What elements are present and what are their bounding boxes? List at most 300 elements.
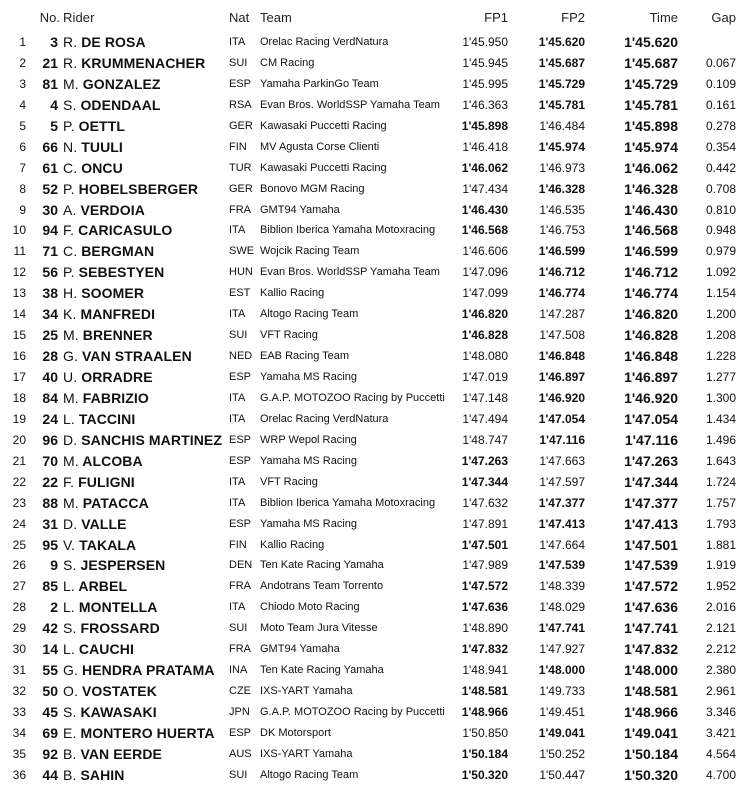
fp2-time-cell: 1'50.447 — [539, 767, 585, 782]
fp1-time-cell: 1'47.989 — [462, 558, 508, 573]
rider-name-cell — [63, 451, 143, 472]
best-time-cell: 1'46.568 — [624, 222, 678, 239]
nationality-cell: SWE — [229, 245, 255, 258]
fp1-time-cell: 1'47.501 — [461, 537, 508, 552]
position-cell: 21 — [12, 453, 26, 468]
rider-surname: KRUMMENACHER — [81, 54, 206, 71]
rider-name-cell — [63, 639, 134, 660]
position-cell: 10 — [12, 223, 26, 238]
rider-initial: A. — [63, 201, 77, 218]
rider-name-cell — [63, 74, 161, 95]
fp2-time-cell: 1'47.927 — [539, 642, 585, 657]
fp1-time-cell: 1'48.080 — [462, 349, 508, 364]
gap-cell: 0.109 — [705, 76, 736, 91]
nationality-cell: ITA — [229, 308, 246, 321]
rider-name-cell — [63, 576, 127, 597]
rider-surname: VALLE — [81, 515, 127, 532]
position-cell: 7 — [19, 160, 26, 175]
position-cell: 2 — [19, 55, 26, 70]
best-time-cell: 1'47.344 — [624, 473, 678, 490]
header-time: Time — [649, 10, 678, 25]
table-row — [0, 409, 745, 430]
team-cell: G.A.P. MOTOZOO Racing by Puccetti — [260, 706, 445, 718]
best-time-cell: 1'47.572 — [624, 578, 678, 595]
rider-name-cell — [63, 555, 165, 576]
position-cell: 32 — [12, 684, 26, 699]
fp1-time-cell: 1'47.096 — [462, 265, 508, 280]
team-cell: EAB Racing Team — [260, 350, 350, 363]
rider-number-cell: 9 — [50, 557, 58, 574]
position-cell: 33 — [12, 705, 26, 719]
rider-surname: TUULI — [81, 138, 123, 155]
team-cell: GMT94 Yamaha — [260, 203, 340, 216]
table-row — [0, 493, 745, 514]
fp2-time-cell: 1'45.781 — [538, 97, 585, 112]
rider-number-cell: 42 — [42, 620, 58, 637]
header-no: No. — [39, 10, 60, 25]
team-cell: Biblion Iberica Yamaha Motoxracing — [260, 224, 436, 237]
rider-initial: P. — [63, 180, 75, 197]
fp2-time-cell: 1'45.729 — [538, 76, 585, 91]
best-time-cell: 1'46.848 — [624, 348, 678, 365]
fp1-time-cell: 1'47.019 — [462, 370, 508, 384]
rider-surname: VOSTATEK — [81, 683, 157, 700]
fp1-time-cell: 1'48.747 — [462, 432, 508, 447]
best-time-cell: 1'45.687 — [624, 54, 678, 71]
rider-initial: P. — [63, 117, 75, 134]
rider-name-cell — [63, 535, 136, 556]
table-row — [0, 723, 745, 744]
rider-name-cell — [63, 765, 125, 786]
rider-name-cell — [63, 618, 160, 639]
fp1-time-cell: 1'46.418 — [462, 139, 508, 154]
nationality-cell: NED — [229, 350, 253, 363]
best-time-cell: 1'46.820 — [624, 306, 678, 323]
fp2-time-cell: 1'45.620 — [538, 35, 585, 49]
fp2-time-cell: 1'45.974 — [538, 139, 585, 154]
team-cell: CM Racing — [260, 56, 315, 69]
fp2-time-cell: 1'47.663 — [539, 453, 585, 468]
position-cell: 23 — [12, 495, 26, 510]
table-row — [0, 304, 745, 325]
position-cell: 13 — [12, 286, 26, 301]
rider-name-cell — [63, 514, 127, 535]
position-cell: 24 — [12, 516, 26, 531]
team-cell: Biblion Iberica Yamaha Motoxracing — [260, 496, 436, 509]
team-cell: Bonovo MGM Racing — [260, 182, 365, 195]
team-cell: Evan Bros. WorldSSP Yamaha Team — [260, 266, 440, 279]
fp1-time-cell: 1'47.832 — [461, 642, 508, 657]
gap-cell: 4.564 — [705, 746, 736, 761]
team-cell: VFT Racing — [260, 475, 318, 488]
rider-number-cell: 69 — [42, 724, 58, 741]
table-row — [0, 241, 745, 262]
team-cell: Ten Kate Racing Yamaha — [260, 559, 384, 572]
rider-number-cell: 34 — [42, 306, 58, 323]
gap-cell: 0.067 — [705, 55, 736, 70]
team-cell: Kawasaki Puccetti Racing — [260, 119, 387, 132]
table-row — [0, 367, 745, 388]
team-cell: Moto Team Jura Vitesse — [260, 622, 378, 635]
rider-surname: MANFREDI — [80, 306, 156, 323]
fp2-time-cell: 1'47.508 — [539, 328, 585, 343]
rider-surname: ARBEL — [78, 578, 128, 595]
rider-number-cell: 38 — [42, 285, 58, 302]
table-row — [0, 702, 745, 723]
fp2-time-cell: 1'46.848 — [538, 349, 585, 364]
fp1-time-cell: 1'47.572 — [461, 579, 508, 594]
gap-cell: 4.700 — [705, 767, 736, 782]
best-time-cell: 1'47.636 — [624, 599, 678, 616]
fp1-time-cell: 1'45.898 — [461, 118, 508, 133]
rider-name-cell — [63, 702, 157, 723]
fp1-time-cell: 1'48.941 — [462, 663, 508, 678]
table-header — [0, 0, 745, 32]
best-time-cell: 1'48.581 — [624, 683, 678, 700]
rider-initial: U. — [63, 369, 78, 385]
nationality-cell: EST — [229, 287, 251, 300]
best-time-cell: 1'47.741 — [624, 620, 678, 637]
rider-initial: G. — [63, 348, 78, 365]
rider-number-cell: 71 — [42, 243, 58, 260]
fp1-time-cell: 1'47.344 — [461, 474, 508, 489]
header-gap: Gap — [711, 10, 736, 25]
fp2-time-cell: 1'46.774 — [538, 286, 585, 301]
fp2-time-cell: 1'47.116 — [539, 432, 585, 447]
position-cell: 28 — [12, 600, 26, 615]
best-time-cell: 1'46.062 — [624, 159, 678, 176]
rider-number-cell: 56 — [42, 264, 58, 281]
rider-number-cell: 45 — [42, 704, 58, 720]
rider-number-cell: 3 — [50, 34, 58, 50]
rider-surname: OETTL — [78, 117, 126, 134]
gap-cell: 1.154 — [705, 286, 736, 301]
rider-number-cell: 2 — [50, 599, 58, 616]
rider-initial: B. — [63, 766, 77, 783]
rider-number-cell: 5 — [50, 117, 58, 134]
fp1-time-cell: 1'46.606 — [462, 244, 508, 259]
position-cell: 35 — [12, 746, 26, 761]
rider-surname: MONTELLA — [78, 599, 158, 616]
team-cell: WRP Wepol Racing — [260, 433, 357, 446]
rider-surname: SANCHIS MARTINEZ — [81, 431, 223, 448]
fp2-time-cell: 1'46.753 — [539, 223, 585, 238]
table-row — [0, 179, 745, 200]
nationality-cell: ESP — [229, 77, 252, 90]
rider-name-cell — [63, 241, 154, 262]
rider-surname: VAN STRAALEN — [81, 348, 192, 365]
fp1-time-cell: 1'47.148 — [462, 390, 508, 405]
best-time-cell: 1'46.920 — [624, 389, 678, 406]
fp2-time-cell: 1'48.000 — [538, 663, 585, 678]
header-nat: Nat — [229, 10, 250, 25]
rider-surname: FABRIZIO — [82, 389, 149, 406]
best-time-cell: 1'46.712 — [624, 264, 678, 281]
rider-initial: D. — [63, 431, 78, 448]
rider-name-cell — [63, 325, 153, 346]
table-row — [0, 681, 745, 702]
nationality-cell: ESP — [229, 371, 252, 383]
team-cell: G.A.P. MOTOZOO Racing by Puccetti — [260, 391, 445, 404]
nationality-cell: FIN — [229, 140, 247, 153]
rider-surname: CARICASULO — [78, 222, 173, 239]
gap-cell: 1.208 — [705, 328, 736, 343]
gap-cell: 1.092 — [705, 265, 736, 280]
table-row — [0, 116, 745, 137]
gap-cell: 2.961 — [705, 684, 736, 699]
rider-initial: B. — [63, 745, 77, 762]
fp1-time-cell: 1'48.581 — [461, 684, 508, 699]
table-row — [0, 262, 745, 283]
rider-surname: HENDRA PRATAMA — [81, 662, 215, 679]
best-time-cell: 1'46.599 — [624, 243, 678, 260]
rider-surname: KAWASAKI — [80, 704, 157, 720]
nationality-cell: GER — [229, 182, 253, 195]
rider-surname: TACCINI — [78, 410, 136, 427]
fp2-time-cell: 1'46.599 — [538, 244, 585, 259]
rider-surname: FULIGNI — [78, 473, 135, 490]
fp1-time-cell: 1'47.494 — [462, 411, 508, 426]
best-time-cell: 1'50.184 — [624, 745, 678, 762]
position-cell: 6 — [19, 139, 26, 154]
rider-number-cell: 28 — [42, 348, 58, 365]
position-cell: 29 — [12, 621, 26, 636]
nationality-cell: TUR — [229, 161, 252, 174]
rider-initial: V. — [63, 536, 76, 553]
best-time-cell: 1'46.328 — [624, 180, 678, 197]
rider-name-cell — [63, 597, 157, 618]
nationality-cell: FIN — [229, 538, 247, 551]
rider-surname: TAKALA — [79, 536, 137, 553]
nationality-cell: FRA — [229, 580, 251, 593]
fp1-time-cell: 1'47.891 — [462, 516, 508, 531]
gap-cell: 0.979 — [705, 244, 736, 259]
rider-number-cell: 61 — [42, 159, 58, 176]
team-cell: IXS-YART Yamaha — [260, 747, 353, 760]
rider-number-cell: 84 — [42, 389, 58, 406]
nationality-cell: HUN — [229, 266, 253, 279]
best-time-cell: 1'47.377 — [624, 494, 678, 511]
team-cell: MV Agusta Corse Clienti — [260, 140, 380, 153]
nationality-cell: ITA — [229, 496, 246, 509]
nationality-cell: SUI — [229, 622, 248, 635]
gap-cell: 0.708 — [705, 181, 736, 196]
table-row — [0, 597, 745, 618]
rider-initial: R. — [63, 34, 78, 50]
position-cell: 9 — [19, 202, 26, 217]
table-row — [0, 555, 745, 576]
team-cell: Chiodo Moto Racing — [260, 601, 360, 614]
team-cell: Yamaha MS Racing — [260, 517, 358, 530]
gap-cell: 1.757 — [705, 495, 736, 510]
gap-cell: 1.200 — [705, 307, 736, 322]
team-cell: Altogo Racing Team — [260, 768, 359, 781]
team-cell: Yamaha ParkinGo Team — [260, 77, 379, 90]
position-cell: 15 — [12, 328, 26, 343]
table-row — [0, 451, 745, 472]
rider-initial: S. — [63, 96, 77, 113]
best-time-cell: 1'45.898 — [624, 117, 678, 134]
fp2-time-cell: 1'48.339 — [539, 579, 585, 594]
rider-number-cell: 88 — [42, 494, 58, 511]
rider-name-cell — [63, 430, 222, 451]
table-row — [0, 137, 745, 158]
team-cell: Yamaha MS Racing — [260, 371, 358, 383]
team-cell: Orelac Racing VerdNatura — [260, 412, 389, 425]
fp2-time-cell: 1'47.597 — [539, 474, 585, 489]
rider-initial: L. — [63, 578, 75, 595]
team-cell: DK Motorsport — [260, 726, 331, 739]
fp2-time-cell: 1'47.377 — [538, 495, 585, 510]
best-time-cell: 1'46.774 — [624, 285, 678, 302]
fp1-time-cell: 1'45.995 — [462, 76, 508, 91]
team-cell: Kawasaki Puccetti Racing — [260, 161, 387, 174]
table-row — [0, 472, 745, 493]
gap-cell: 2.121 — [705, 621, 736, 636]
rider-initial: L. — [63, 599, 75, 616]
table-body — [0, 32, 745, 786]
header-team: Team — [260, 10, 292, 25]
rider-number-cell: 70 — [42, 452, 58, 469]
table-row — [0, 430, 745, 451]
table-row — [0, 346, 745, 367]
rider-name-cell — [63, 179, 198, 200]
rider-initial: M. — [63, 452, 79, 469]
gap-cell: 1.643 — [705, 453, 736, 468]
best-time-cell: 1'46.828 — [624, 327, 678, 344]
gap-cell: 2.212 — [705, 642, 736, 657]
fp1-time-cell: 1'45.945 — [462, 55, 508, 70]
best-time-cell: 1'47.539 — [624, 557, 678, 574]
rider-surname: DE ROSA — [81, 34, 146, 50]
nationality-cell: JPN — [229, 706, 250, 718]
rider-surname: BRENNER — [82, 327, 153, 344]
nationality-cell: SUI — [229, 56, 248, 69]
fp1-time-cell: 1'47.434 — [462, 181, 508, 196]
position-cell: 30 — [12, 642, 26, 657]
rider-initial: R. — [63, 54, 78, 71]
nationality-cell: ITA — [229, 475, 246, 488]
rider-initial: M. — [63, 389, 79, 406]
gap-cell: 1.881 — [705, 537, 736, 552]
rider-surname: PATACCA — [82, 494, 149, 511]
rider-name-cell — [63, 681, 157, 702]
position-cell: 27 — [12, 579, 26, 594]
gap-cell: 2.016 — [705, 600, 736, 615]
best-time-cell: 1'49.041 — [624, 724, 678, 741]
fp2-time-cell: 1'47.539 — [538, 558, 585, 573]
fp1-time-cell: 1'46.062 — [461, 160, 508, 175]
rider-initial: E. — [63, 724, 77, 741]
position-cell: 3 — [19, 76, 26, 91]
best-time-cell: 1'48.966 — [624, 704, 678, 720]
fp2-time-cell: 1'49.451 — [539, 705, 585, 719]
team-cell: VFT Racing — [260, 329, 318, 342]
nationality-cell: ESP — [229, 726, 252, 739]
gap-cell: 0.161 — [705, 97, 736, 112]
gap-cell: 1.277 — [705, 370, 736, 384]
fp1-time-cell: 1'46.363 — [462, 97, 508, 112]
fp2-time-cell: 1'46.897 — [538, 370, 585, 384]
team-cell: Andotrans Team Torrento — [260, 580, 384, 593]
fp1-time-cell: 1'47.263 — [461, 453, 508, 468]
rider-initial: H. — [63, 285, 78, 302]
table-row — [0, 618, 745, 639]
fp1-time-cell: 1'50.320 — [461, 767, 508, 782]
rider-surname: VAN EERDE — [80, 745, 162, 762]
position-cell: 36 — [12, 767, 26, 782]
rider-initial: S. — [63, 620, 77, 637]
fp2-time-cell: 1'49.041 — [538, 725, 585, 740]
rider-number-cell: 96 — [42, 431, 58, 448]
rider-number-cell: 30 — [42, 201, 58, 218]
rider-name-cell — [63, 304, 155, 325]
fp1-time-cell: 1'46.568 — [461, 223, 508, 238]
best-time-cell: 1'47.413 — [624, 515, 678, 532]
rider-name-cell — [63, 95, 161, 116]
nationality-cell: ITA — [229, 36, 246, 48]
rider-surname: SAHIN — [80, 766, 125, 783]
gap-cell: 0.278 — [705, 118, 736, 133]
rider-initial: C. — [63, 243, 78, 260]
rider-name-cell — [63, 137, 123, 158]
rider-name-cell — [63, 346, 192, 367]
header-rider: Rider — [63, 10, 95, 25]
nationality-cell: AUS — [229, 747, 252, 760]
rider-number-cell: 14 — [42, 641, 58, 658]
nationality-cell: SUI — [229, 768, 248, 781]
rider-surname: JESPERSEN — [80, 557, 166, 574]
gap-cell: 1.228 — [705, 349, 736, 364]
table-row — [0, 220, 745, 241]
best-time-cell: 1'45.620 — [624, 34, 678, 50]
best-time-cell: 1'48.000 — [624, 662, 678, 679]
rider-name-cell — [63, 367, 153, 388]
table-row — [0, 576, 745, 597]
rider-name-cell — [63, 409, 135, 430]
rider-number-cell: 85 — [42, 578, 58, 595]
rider-number-cell: 94 — [42, 222, 58, 239]
nationality-cell: DEN — [229, 559, 253, 572]
nationality-cell: ESP — [229, 517, 252, 530]
rider-surname: ONCU — [81, 159, 123, 176]
gap-cell: 1.724 — [705, 474, 736, 489]
nationality-cell: ITA — [229, 391, 246, 404]
table-row — [0, 158, 745, 179]
rider-initial: F. — [63, 222, 75, 239]
gap-cell: 1.496 — [705, 432, 736, 447]
position-cell: 14 — [12, 307, 26, 322]
best-time-cell: 1'47.116 — [624, 431, 678, 448]
team-cell: Kallio Racing — [260, 287, 325, 300]
fp1-time-cell: 1'45.950 — [462, 35, 508, 49]
nationality-cell: ITA — [229, 412, 246, 425]
rider-surname: FROSSARD — [80, 620, 160, 637]
rider-initial: D. — [63, 515, 78, 532]
gap-cell: 1.300 — [705, 390, 736, 405]
gap-cell: 1.434 — [705, 411, 736, 426]
best-time-cell: 1'47.263 — [624, 452, 678, 469]
rider-number-cell: 31 — [42, 515, 58, 532]
rider-number-cell: 81 — [42, 75, 58, 92]
rider-number-cell: 4 — [50, 96, 58, 113]
nationality-cell: INA — [229, 664, 248, 677]
rider-name-cell — [63, 32, 146, 53]
rider-initial: C. — [63, 159, 78, 176]
rider-number-cell: 66 — [42, 138, 58, 155]
rider-number-cell: 52 — [42, 180, 58, 197]
table-row — [0, 639, 745, 660]
